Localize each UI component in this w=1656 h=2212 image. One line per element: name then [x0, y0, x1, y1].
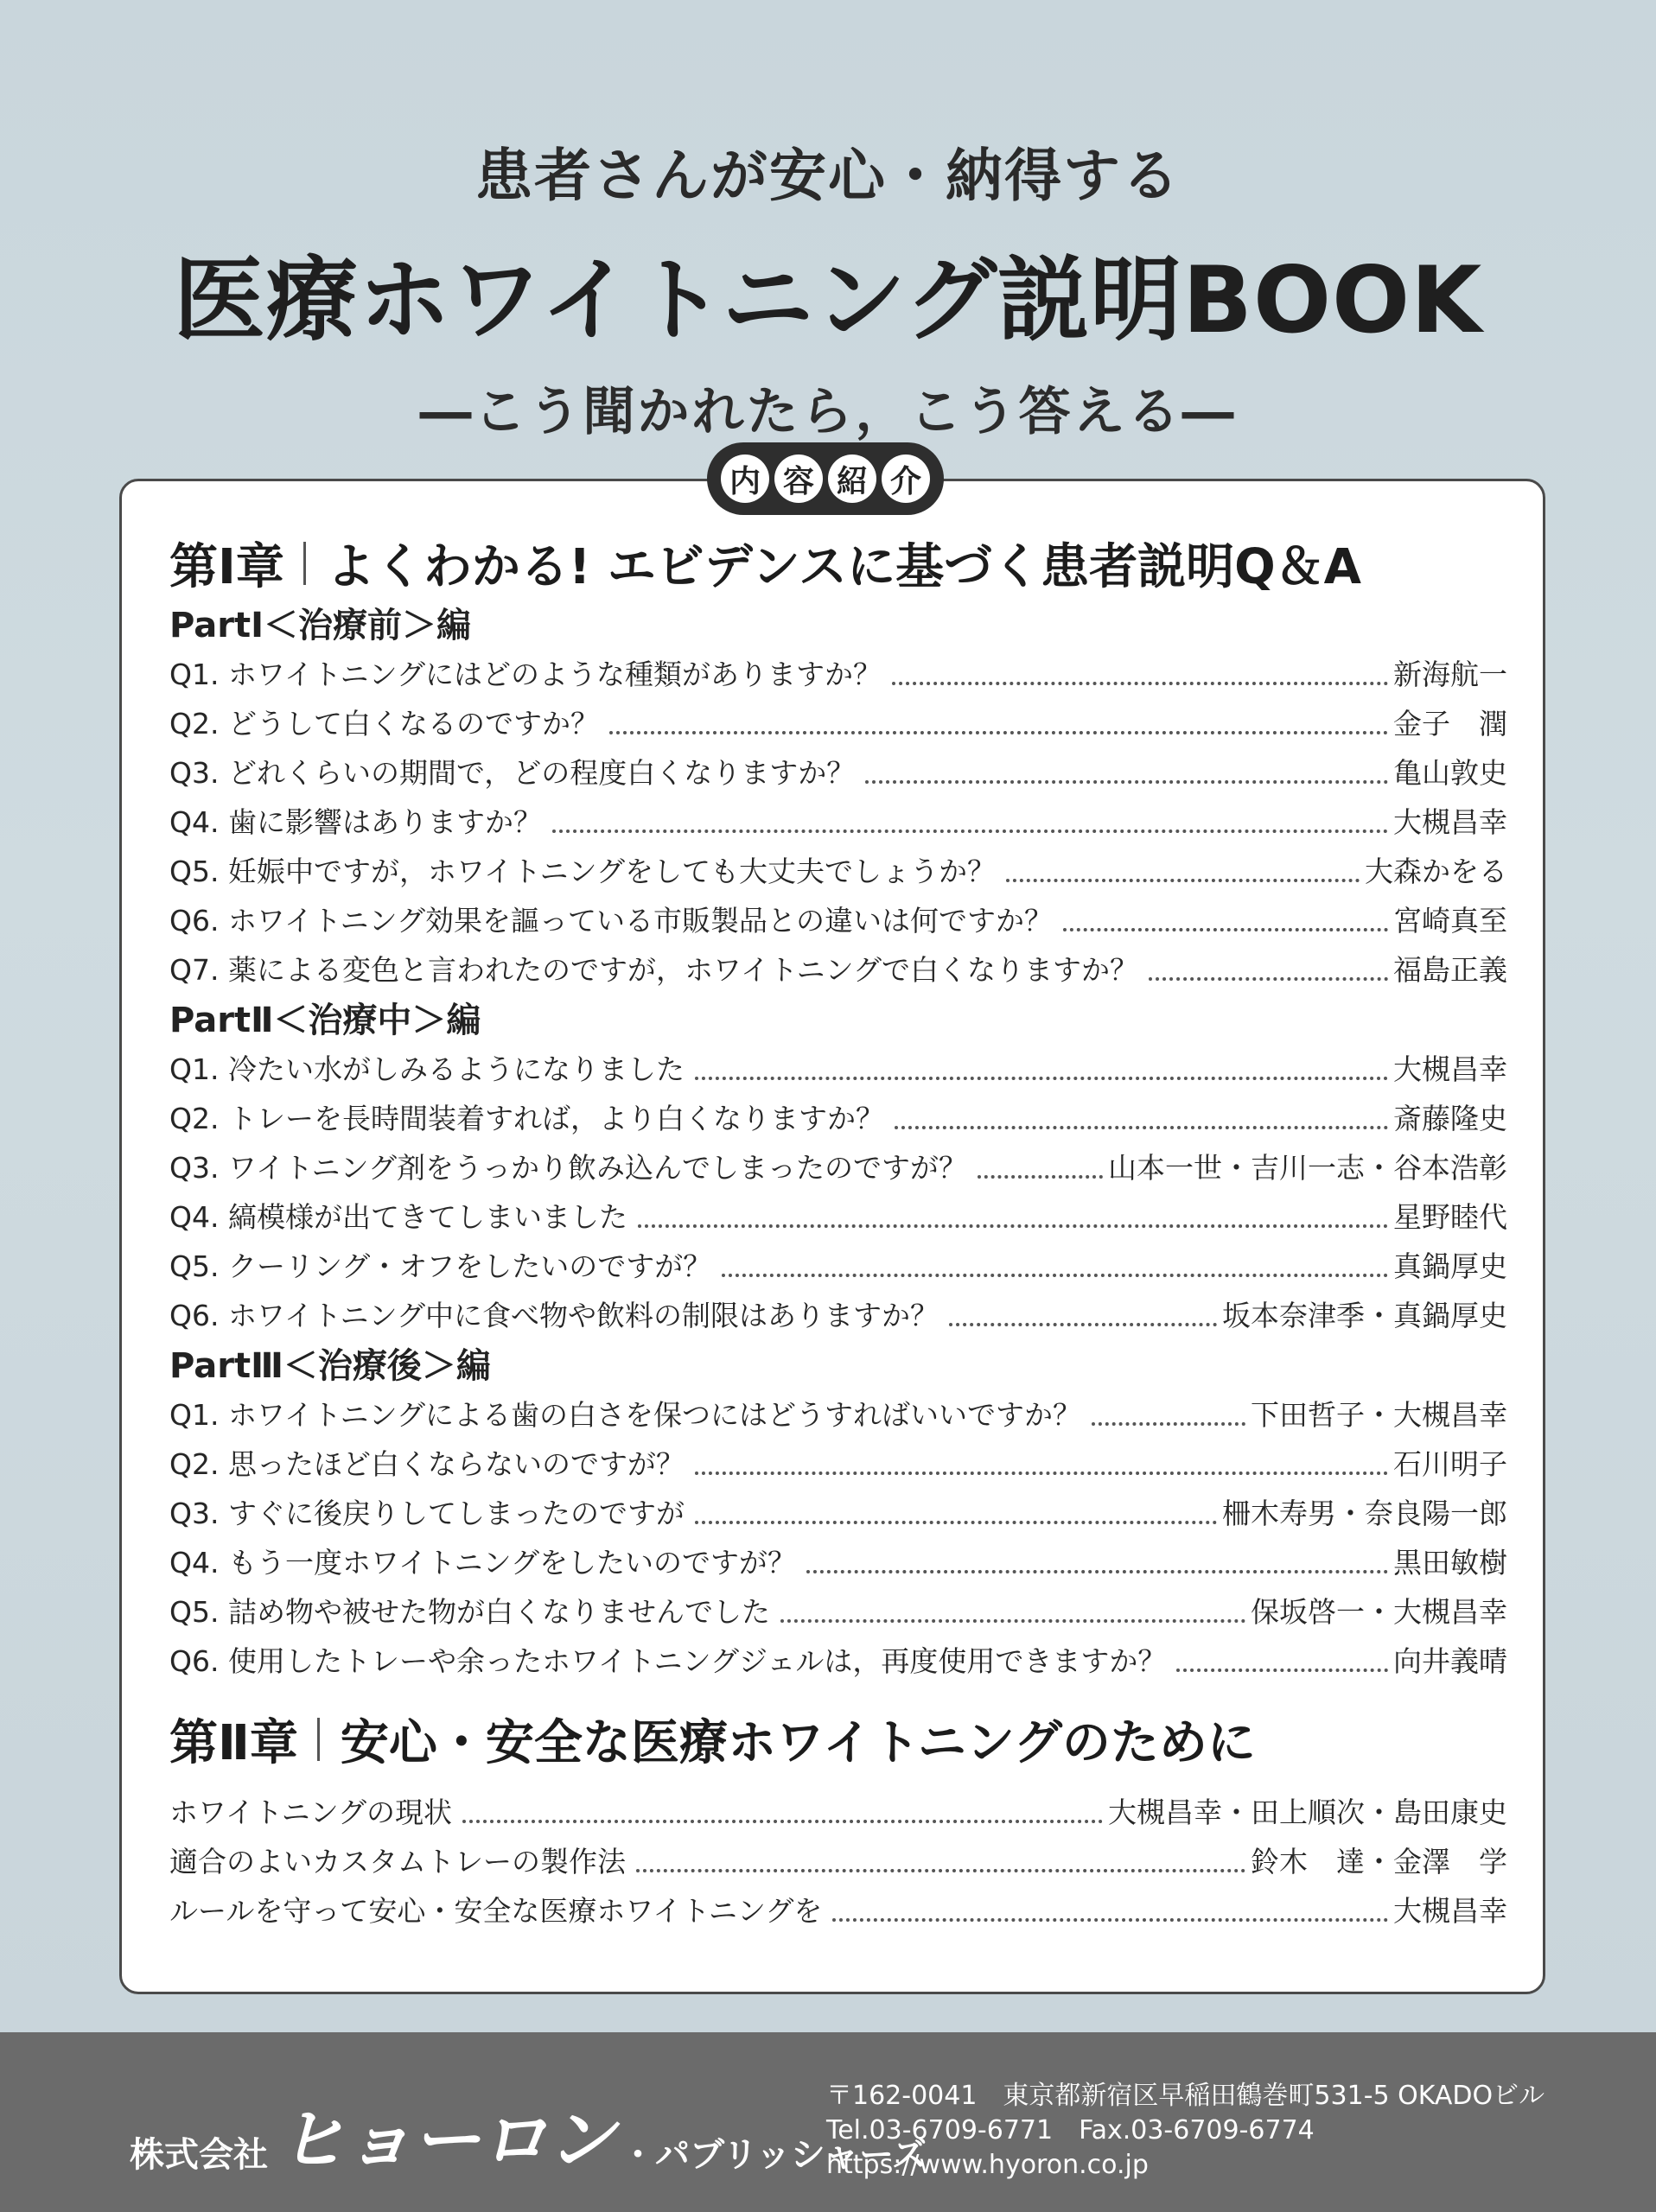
leader-dots — [638, 1224, 1388, 1228]
author: 山本一世・吉川一志・谷本浩彰 — [1108, 1151, 1507, 1185]
author: 大槻昌幸 — [1393, 1052, 1507, 1086]
author: 黒田敏樹 — [1393, 1546, 1507, 1580]
question: Q2. 思ったほど白くならないのですが？ — [169, 1447, 685, 1481]
leader-dots — [895, 1126, 1388, 1129]
toc-entry — [169, 1637, 1507, 1686]
toc-entry — [169, 650, 1507, 699]
leader-dots — [1063, 928, 1388, 931]
badge-char: 容 — [774, 454, 823, 503]
author: 保坂啓一・大槻昌幸 — [1251, 1595, 1507, 1629]
question: Q1. ホワイトニングにはどのような種類がありますか？ — [169, 658, 882, 691]
toc-entry — [169, 1788, 1507, 1837]
leader-dots — [832, 1918, 1388, 1922]
toc-entry — [169, 1143, 1507, 1192]
toc-entry — [169, 1587, 1507, 1637]
toc-entry — [169, 847, 1507, 896]
leader-dots — [949, 1323, 1217, 1326]
leader-dots — [552, 830, 1388, 833]
badge-char: 内 — [721, 454, 769, 503]
author: 石川明子 — [1393, 1447, 1507, 1481]
toc-entry — [169, 1192, 1507, 1242]
question: Q3. ワイトニング剤をうっかり飲み込んでしまったのですが？ — [169, 1151, 967, 1185]
publisher-logo — [130, 2084, 927, 2183]
leader-dots — [978, 1175, 1103, 1179]
author: 大槻昌幸・田上順次・島田康史 — [1108, 1796, 1507, 1829]
leader-dots — [1149, 977, 1388, 981]
chapter-2-heading — [169, 1703, 1507, 1776]
question: Q4. 縞模様が出てきてしまいました — [169, 1200, 627, 1234]
address: 〒162-0041 東京都新宿区早稲田鶴巻町531-5 OKADOビル — [826, 2081, 1545, 2111]
author: 星野睦代 — [1393, 1200, 1507, 1234]
toc-entry — [169, 1837, 1507, 1886]
question: Q1. 冷たい水がしみるようになりました — [169, 1052, 685, 1086]
leader-dots — [695, 1077, 1388, 1080]
divider — [303, 542, 306, 585]
author: 坂本奈津季・真鍋厚史 — [1222, 1299, 1507, 1332]
author: 斎藤隆史 — [1393, 1102, 1507, 1135]
author: 柵木寿男・奈良陽一郎 — [1222, 1497, 1507, 1530]
chapter-title: 安心・安全な医療ホワイトニングのために — [340, 1715, 1256, 1771]
leader-dots — [1092, 1422, 1245, 1426]
question: Q1. ホワイトニングによる歯の白さを保つにはどうすればいいですか？ — [169, 1398, 1081, 1432]
leader-dots — [609, 731, 1388, 734]
question: Q4. 歯に影響はありますか？ — [169, 805, 542, 839]
question: Q3. どれくらいの期間で，どの程度白くなりますか？ — [169, 756, 856, 790]
part-heading: PartⅡ＜治療中＞編 — [169, 1001, 481, 1040]
publisher-footer — [0, 2032, 1656, 2212]
divider — [317, 1718, 320, 1761]
table-of-contents — [169, 527, 1507, 1936]
chapter-number: 第Ⅰ章 — [169, 539, 284, 595]
toc-entry — [169, 1045, 1507, 1094]
leader-dots — [865, 780, 1388, 784]
author: 大森かをる — [1365, 855, 1507, 888]
toc-entry — [169, 1886, 1507, 1936]
chapter-1-heading — [169, 527, 1507, 600]
author: 新海航一 — [1393, 658, 1507, 691]
author: 大槻昌幸 — [1393, 805, 1507, 839]
question: Q5. クーリング・オフをしたいのですが？ — [169, 1249, 712, 1283]
question: Q7. 薬による変色と言われたのですが，ホワイトニングで白くなりますか？ — [169, 953, 1138, 987]
question: Q6. ホワイトニング中に食べ物や飲料の制限はありますか？ — [169, 1299, 939, 1332]
author: 真鍋厚史 — [1393, 1249, 1507, 1283]
leader-dots — [1176, 1669, 1388, 1672]
leader-dots — [892, 682, 1388, 685]
leader-dots — [636, 1869, 1245, 1872]
company-prefix: 株式会社 — [130, 2135, 268, 2175]
section-title: ホワイトニングの現状 — [169, 1796, 453, 1829]
question: Q5. 妊娠中ですが，ホワイトニングをしても大丈夫でしょうか？ — [169, 855, 996, 888]
leader-dots — [1006, 879, 1360, 882]
leader-dots — [695, 1471, 1388, 1475]
toc-entry — [169, 896, 1507, 945]
toc-entry — [169, 1489, 1507, 1538]
toc-entry — [169, 1390, 1507, 1440]
toc-entry — [169, 1242, 1507, 1291]
toc-entry — [169, 798, 1507, 847]
author: 宮崎真至 — [1393, 904, 1507, 938]
leader-dots — [695, 1521, 1217, 1524]
author: 金子 潤 — [1393, 707, 1507, 741]
leader-dots — [462, 1820, 1103, 1823]
phone-fax: Tel.03-6709-6771 Fax.03-6709-6774 — [826, 2115, 1315, 2145]
toc-entry — [169, 748, 1507, 798]
chapter-number: 第Ⅱ章 — [169, 1715, 298, 1771]
badge-char: 介 — [882, 454, 930, 503]
contact-info — [826, 2079, 1545, 2183]
subtitle: 患者さんが安心・納得する — [475, 143, 1181, 209]
leader-dots — [722, 1274, 1388, 1277]
section-title: 適合のよいカスタムトレーの製作法 — [169, 1845, 626, 1878]
part-heading: PartⅠ＜治療前＞編 — [169, 606, 471, 645]
question: Q3. すぐに後戻りしてしまったのですが — [169, 1497, 685, 1530]
company-suffix: ・パブリッシャーズ — [621, 2135, 927, 2175]
toc-entry — [169, 1291, 1507, 1340]
toc-entry — [169, 945, 1507, 995]
question: Q4. もう一度ホワイトニングをしたいのですが？ — [169, 1546, 796, 1580]
toc-entry — [169, 1094, 1507, 1143]
header — [0, 130, 1656, 445]
chapter-title: よくわかる! エビデンスに基づく患者説明Q＆A — [326, 539, 1362, 595]
badge-char: 紹 — [828, 454, 876, 503]
question: Q6. ホワイトニング効果を謳っている市販製品との違いは何ですか？ — [169, 904, 1053, 938]
website-link[interactable]: https://www.hyoron.co.jp — [826, 2150, 1149, 2180]
author: 鈴木 達・金澤 学 — [1251, 1845, 1507, 1878]
author: 亀山敦史 — [1393, 756, 1507, 790]
tagline: ―こう聞かれたら，こう答える― — [419, 382, 1237, 442]
question: Q2. トレーを長時間装着すれば，より白くなりますか？ — [169, 1102, 884, 1135]
toc-entry — [169, 699, 1507, 748]
question: Q5. 詰め物や被せた物が白くなりませんでした — [169, 1595, 770, 1629]
leader-dots — [780, 1619, 1245, 1623]
book-title: 医療ホワイトニング説明BOOK — [173, 247, 1483, 353]
leader-dots — [806, 1570, 1388, 1573]
author: 大槻昌幸 — [1393, 1894, 1507, 1928]
toc-entry — [169, 1440, 1507, 1489]
contents-badge — [707, 442, 944, 515]
toc-entry — [169, 1538, 1507, 1587]
author: 下田哲子・大槻昌幸 — [1251, 1398, 1507, 1432]
question: Q2. どうして白くなるのですか？ — [169, 707, 599, 741]
company-brand: ヒョーロン — [277, 2100, 614, 2180]
question: Q6. 使用したトレーや余ったホワイトニングジェルは，再度使用できますか？ — [169, 1644, 1167, 1678]
part-heading: PartⅢ＜治療後＞編 — [169, 1346, 491, 1386]
section-title: ルールを守って安心・安全な医療ホワイトニングを — [169, 1894, 823, 1928]
author: 福島正義 — [1393, 953, 1507, 987]
author: 向井義晴 — [1393, 1644, 1507, 1678]
